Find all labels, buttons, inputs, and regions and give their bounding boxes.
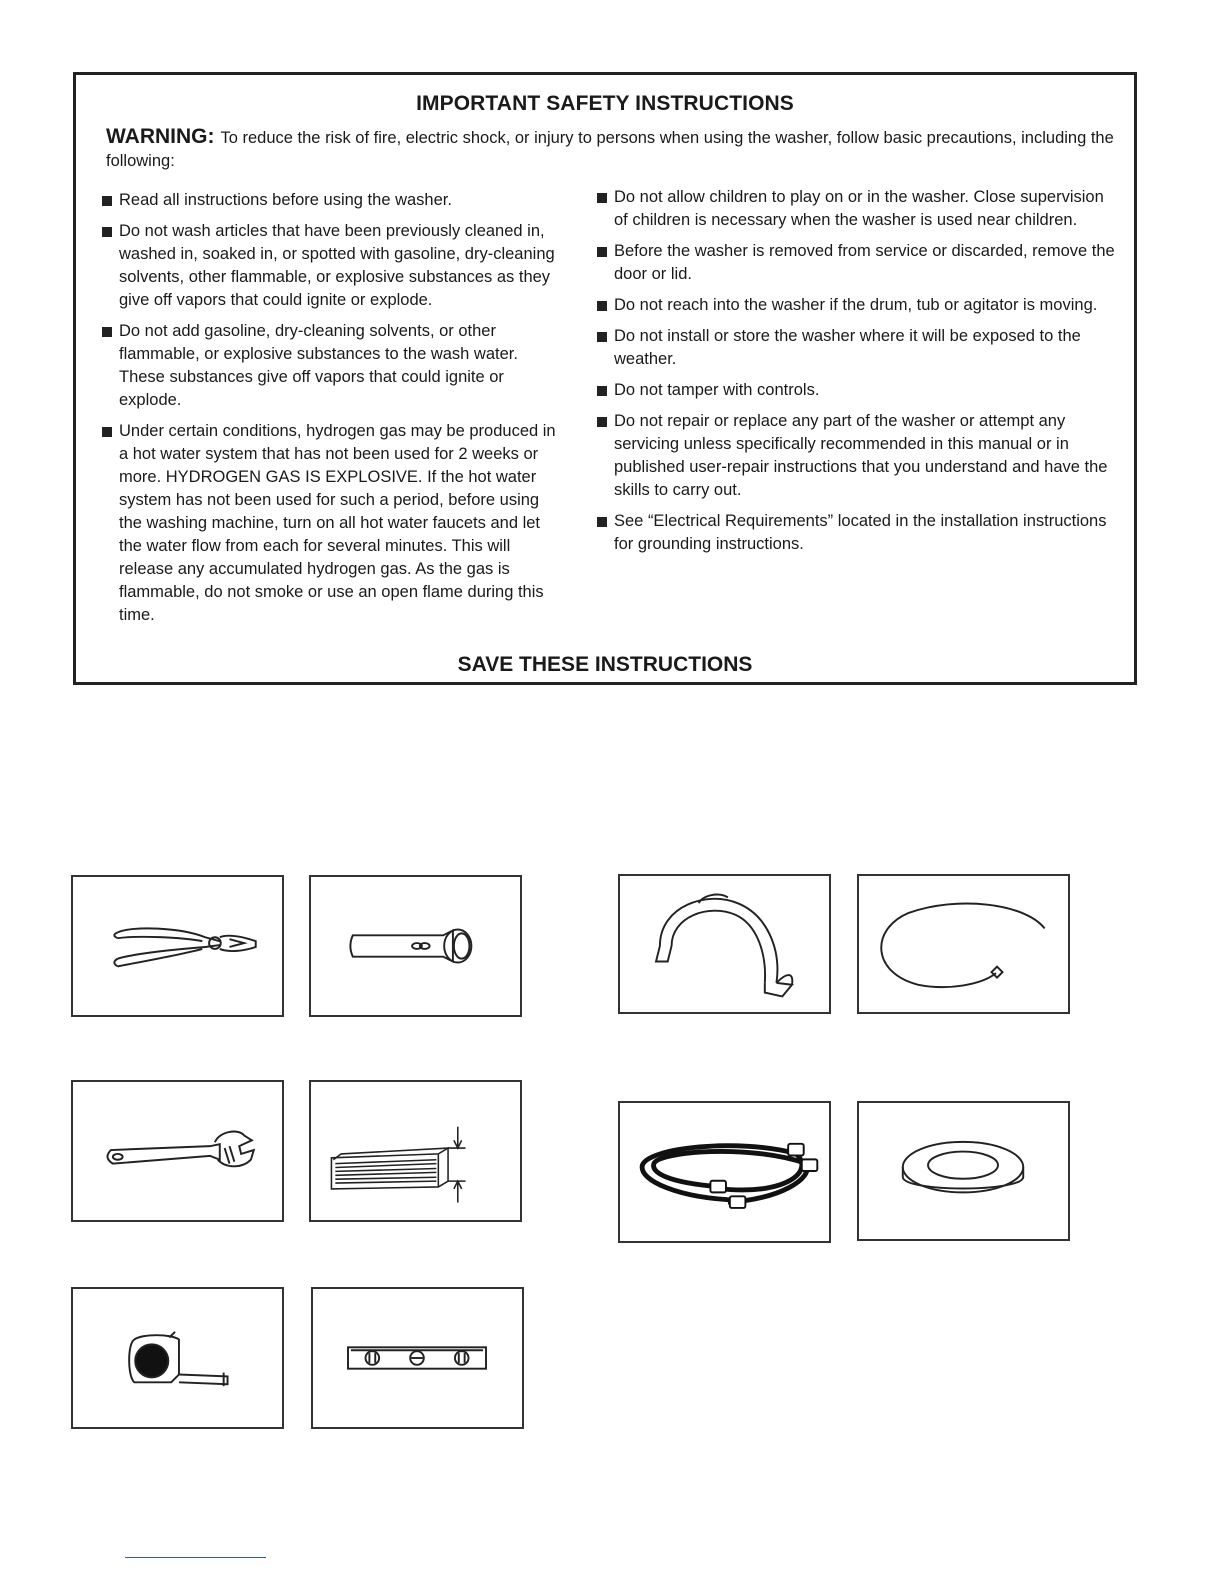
inlet-hoses-tile — [618, 1101, 831, 1243]
pliers-tile — [71, 875, 284, 1017]
inlet-hoses-icon — [620, 1103, 829, 1241]
instruction-item: Do not wash articles that have been previously cleaned in, washed in, soaked in, or spotted with gasoline, dry-cleaning solvents, other flammable, or explosive substances as they give off vapors that could ignite or explode. — [102, 220, 562, 312]
safety-instructions-box — [73, 72, 1137, 685]
beaded-strap-icon — [859, 876, 1068, 1012]
adjustable-wrench-tile — [71, 1080, 284, 1222]
level-icon — [313, 1289, 522, 1427]
beaded-strap-tile — [857, 874, 1070, 1014]
right-instruction-column — [597, 186, 1117, 564]
instruction-item: Do not add gasoline, dry-cleaning solvents, or other flammable, or explosive substances to the wash water. These substances give off vapors that could ignite or explode. — [102, 320, 562, 412]
wood-block-icon — [311, 1082, 520, 1220]
instruction-item: Read all instructions before using the washer. — [102, 189, 562, 212]
wood-block-tile — [309, 1080, 522, 1222]
save-instructions-footer: SAVE THESE INSTRUCTIONS — [457, 653, 753, 676]
instruction-item: Do not allow children to play on or in the washer. Close supervision of children is necessary when the washer is used near children. — [597, 186, 1117, 232]
instruction-item: Before the washer is removed from service or discarded, remove the door or lid. — [597, 240, 1117, 286]
level-tile — [311, 1287, 524, 1429]
warning-paragraph — [106, 125, 1116, 173]
safety-title: IMPORTANT SAFETY INSTRUCTIONS — [416, 92, 794, 115]
instruction-item: See “Electrical Requirements” located in the installation instructions for grounding instructions. — [597, 510, 1117, 556]
instruction-item: Do not tamper with controls. — [597, 379, 1117, 402]
instruction-item: Do not repair or replace any part of the washer or attempt any servicing unless specifically recommended in this manual or in published user-repair instructions that you understand and have the skills to carry out. — [597, 410, 1117, 502]
warning-label: WARNING: — [106, 125, 215, 148]
drain-hose-form-tile — [618, 874, 831, 1014]
drain-hose-form-icon — [620, 876, 829, 1012]
left-instruction-column — [102, 189, 562, 635]
pliers-icon — [73, 877, 282, 1015]
footer-link-underline — [125, 1557, 266, 1558]
adjustable-wrench-icon — [73, 1082, 282, 1220]
tape-measure-tile — [71, 1287, 284, 1429]
flat-washer-tile — [857, 1101, 1070, 1241]
warning-text: To reduce the risk of fire, electric shock, or injury to persons when using the washer, follow basic precautions, including the following: — [106, 129, 1114, 170]
instruction-item: Under certain conditions, hydrogen gas may be produced in a hot water system that has not been used for 2 weeks or more. HYDROGEN GAS IS EXPLOSIVE. If the hot water system has not been used for such a period, before using the washing machine, turn on all hot water faucets and let the water flow from each for several minutes. This will release any accumulated hydrogen gas. As the gas is flammable, do not smoke or use an open flame during this time. — [102, 420, 562, 627]
instruction-item: Do not reach into the washer if the drum, tub or agitator is moving. — [597, 294, 1117, 317]
flashlight-tile — [309, 875, 522, 1017]
tape-measure-icon — [73, 1289, 282, 1427]
instruction-item: Do not install or store the washer where it will be exposed to the weather. — [597, 325, 1117, 371]
flat-washer-icon — [859, 1103, 1068, 1239]
flashlight-icon — [311, 877, 520, 1015]
